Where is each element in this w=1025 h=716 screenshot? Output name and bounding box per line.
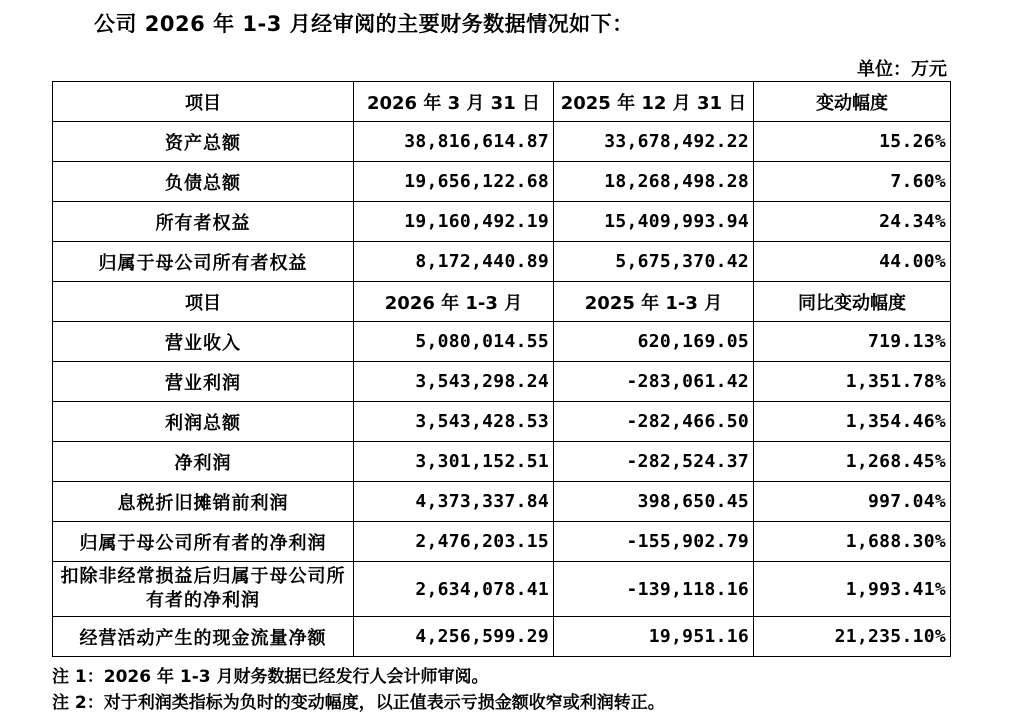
change-cell: 1,354.46% [754,402,951,442]
table-row [53,482,951,522]
row-label: 负债总额 [53,162,354,202]
value-cell: 38,816,614.87 [354,122,554,162]
table-row [53,122,951,162]
header-cell: 2025 年 1-3 月 [554,282,754,322]
header-cell: 项目 [53,282,354,322]
page-heading: 公司 2026 年 1-3 月经审阅的主要财务数据情况如下： [94,12,634,36]
header-cell: 同比变动幅度 [754,282,951,322]
change-cell: 1,993.41% [754,562,951,617]
change-cell: 997.04% [754,482,951,522]
footnotes [52,664,665,716]
value-cell: 19,656,122.68 [354,162,554,202]
change-cell: 1,688.30% [754,522,951,562]
value-cell: 2,476,203.15 [354,522,554,562]
row-label: 扣除非经常损益后归属于母公司所有者的净利润 [53,562,354,617]
table-row [53,562,951,617]
change-cell: 15.26% [754,122,951,162]
value-cell: 3,543,428.53 [354,402,554,442]
table-row [53,202,951,242]
value-cell: -283,061.42 [554,362,754,402]
row-label: 净利润 [53,442,354,482]
value-cell: 5,675,370.42 [554,242,754,282]
row-label: 营业利润 [53,362,354,402]
balance-header-row [53,82,951,122]
row-label: 利润总额 [53,402,354,442]
row-label: 所有者权益 [53,202,354,242]
change-cell: 1,268.45% [754,442,951,482]
table-row [53,617,951,657]
value-cell: -282,524.37 [554,442,754,482]
change-cell: 1,351.78% [754,362,951,402]
value-cell: 5,080,014.55 [354,322,554,362]
footnote-1: 注 1：2026 年 1-3 月财务数据已经发行人会计师审阅。 [52,667,489,687]
table-row [53,242,951,282]
table-row [53,522,951,562]
header-cell: 2025 年 12 月 31 日 [554,82,754,122]
change-cell: 7.60% [754,162,951,202]
value-cell: 18,268,498.28 [554,162,754,202]
header-cell: 2026 年 3 月 31 日 [354,82,554,122]
value-cell: 3,543,298.24 [354,362,554,402]
value-cell: 4,373,337.84 [354,482,554,522]
table-row [53,362,951,402]
row-label: 归属于母公司所有者权益 [53,242,354,282]
change-cell: 24.34% [754,202,951,242]
header-cell: 项目 [53,82,354,122]
change-cell: 719.13% [754,322,951,362]
header-cell: 变动幅度 [754,82,951,122]
value-cell: 4,256,599.29 [354,617,554,657]
value-cell: 620,169.05 [554,322,754,362]
value-cell: 2,634,078.41 [354,562,554,617]
value-cell: 33,678,492.22 [554,122,754,162]
row-label: 归属于母公司所有者的净利润 [53,522,354,562]
row-label: 息税折旧摊销前利润 [53,482,354,522]
financial-table [52,81,951,657]
table-row [53,442,951,482]
value-cell: -282,466.50 [554,402,754,442]
value-cell: 19,951.16 [554,617,754,657]
value-cell: 8,172,440.89 [354,242,554,282]
value-cell: 15,409,993.94 [554,202,754,242]
change-cell: 21,235.10% [754,617,951,657]
value-cell: 398,650.45 [554,482,754,522]
table-row [53,162,951,202]
table-row [53,322,951,362]
table-row [53,402,951,442]
row-label: 经营活动产生的现金流量净额 [53,617,354,657]
unit-label: 单位：万元 [857,59,947,80]
change-cell: 44.00% [754,242,951,282]
value-cell: 3,301,152.51 [354,442,554,482]
row-label: 营业收入 [53,322,354,362]
income-header-row [53,282,951,322]
footnote-2: 注 2：对于利润类指标为负时的变动幅度，以正值表示亏损金额收窄或利润转正。 [52,693,665,713]
value-cell: -155,902.79 [554,522,754,562]
value-cell: 19,160,492.19 [354,202,554,242]
row-label: 资产总额 [53,122,354,162]
header-cell: 2026 年 1-3 月 [354,282,554,322]
value-cell: -139,118.16 [554,562,754,617]
